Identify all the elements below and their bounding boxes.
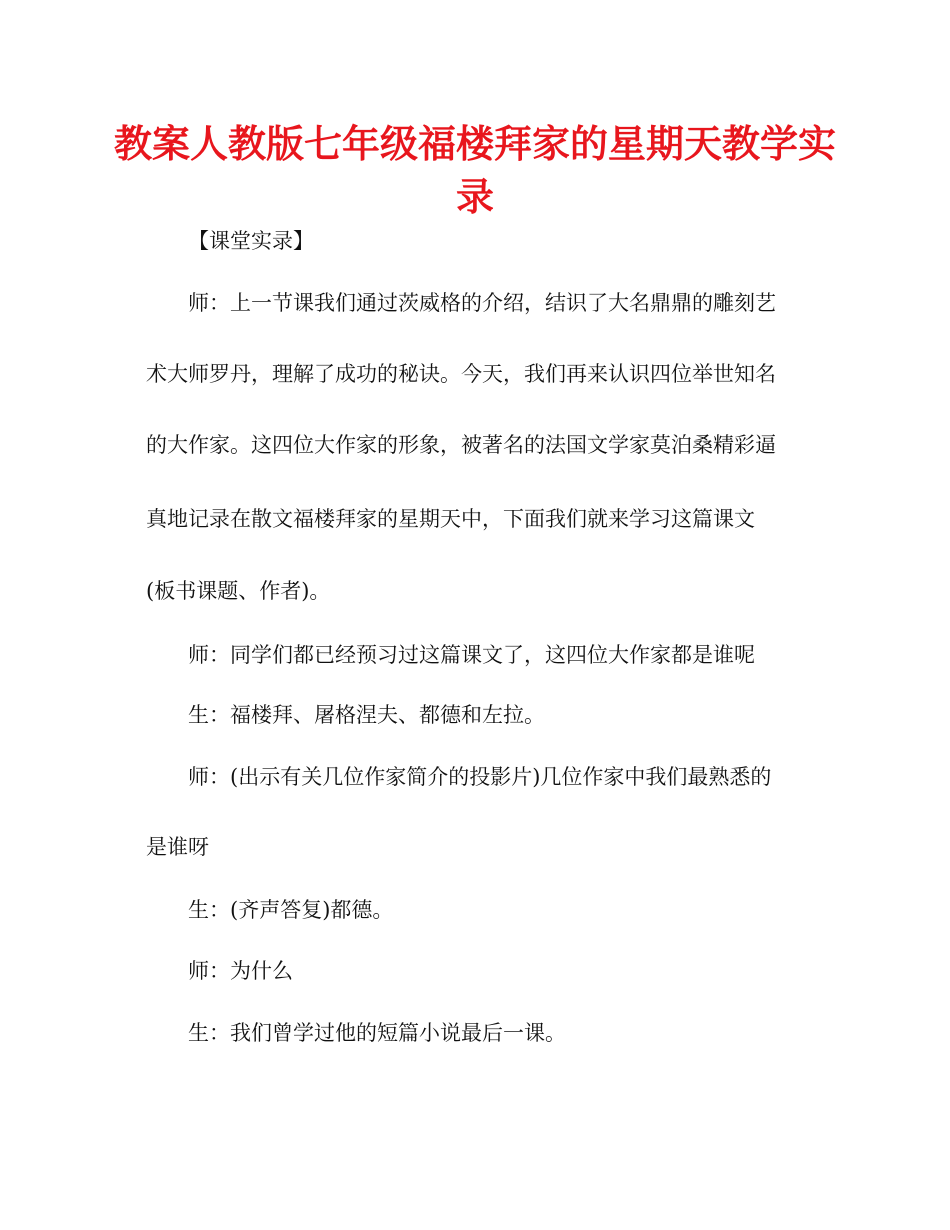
paragraph-line: 生：我们曾学过他的短篇小说最后一课。 <box>188 1021 566 1045</box>
paragraph-line: 师：为什么 <box>188 959 293 983</box>
document-title: 教案人教版七年级福楼拜家的星期天教学实录 <box>113 122 836 219</box>
paragraph-line: 师：同学们都已经预习过这篇课文了，这四位大作家都是谁呢 <box>188 643 755 667</box>
paragraph-line: 生：福楼拜、屠格涅夫、都德和左拉。 <box>188 703 545 727</box>
paragraph-line: 师：(出示有关几位作家简介的投影片)几位作家中我们最熟悉的 <box>188 765 772 789</box>
section-heading: 【课堂实录】 <box>188 229 314 253</box>
paragraph-line: 师：上一节课我们通过茨威格的介绍，结识了大名鼎鼎的雕刻艺 <box>188 291 776 315</box>
paragraph-line: 是谁呀 <box>146 835 209 859</box>
paragraph-line: 的大作家。这四位大作家的形象，被著名的法国文学家莫泊桑精彩逼 <box>146 433 776 457</box>
paragraph-line: (板书课题、作者)。 <box>146 579 331 603</box>
paragraph-line: 真地记录在散文福楼拜家的星期天中，下面我们就来学习这篇课文 <box>146 507 755 531</box>
paragraph-line: 生：(齐声答复)都德。 <box>188 898 394 922</box>
paragraph-line: 术大师罗丹，理解了成功的秘诀。今天，我们再来认识四位举世知名 <box>146 362 776 386</box>
